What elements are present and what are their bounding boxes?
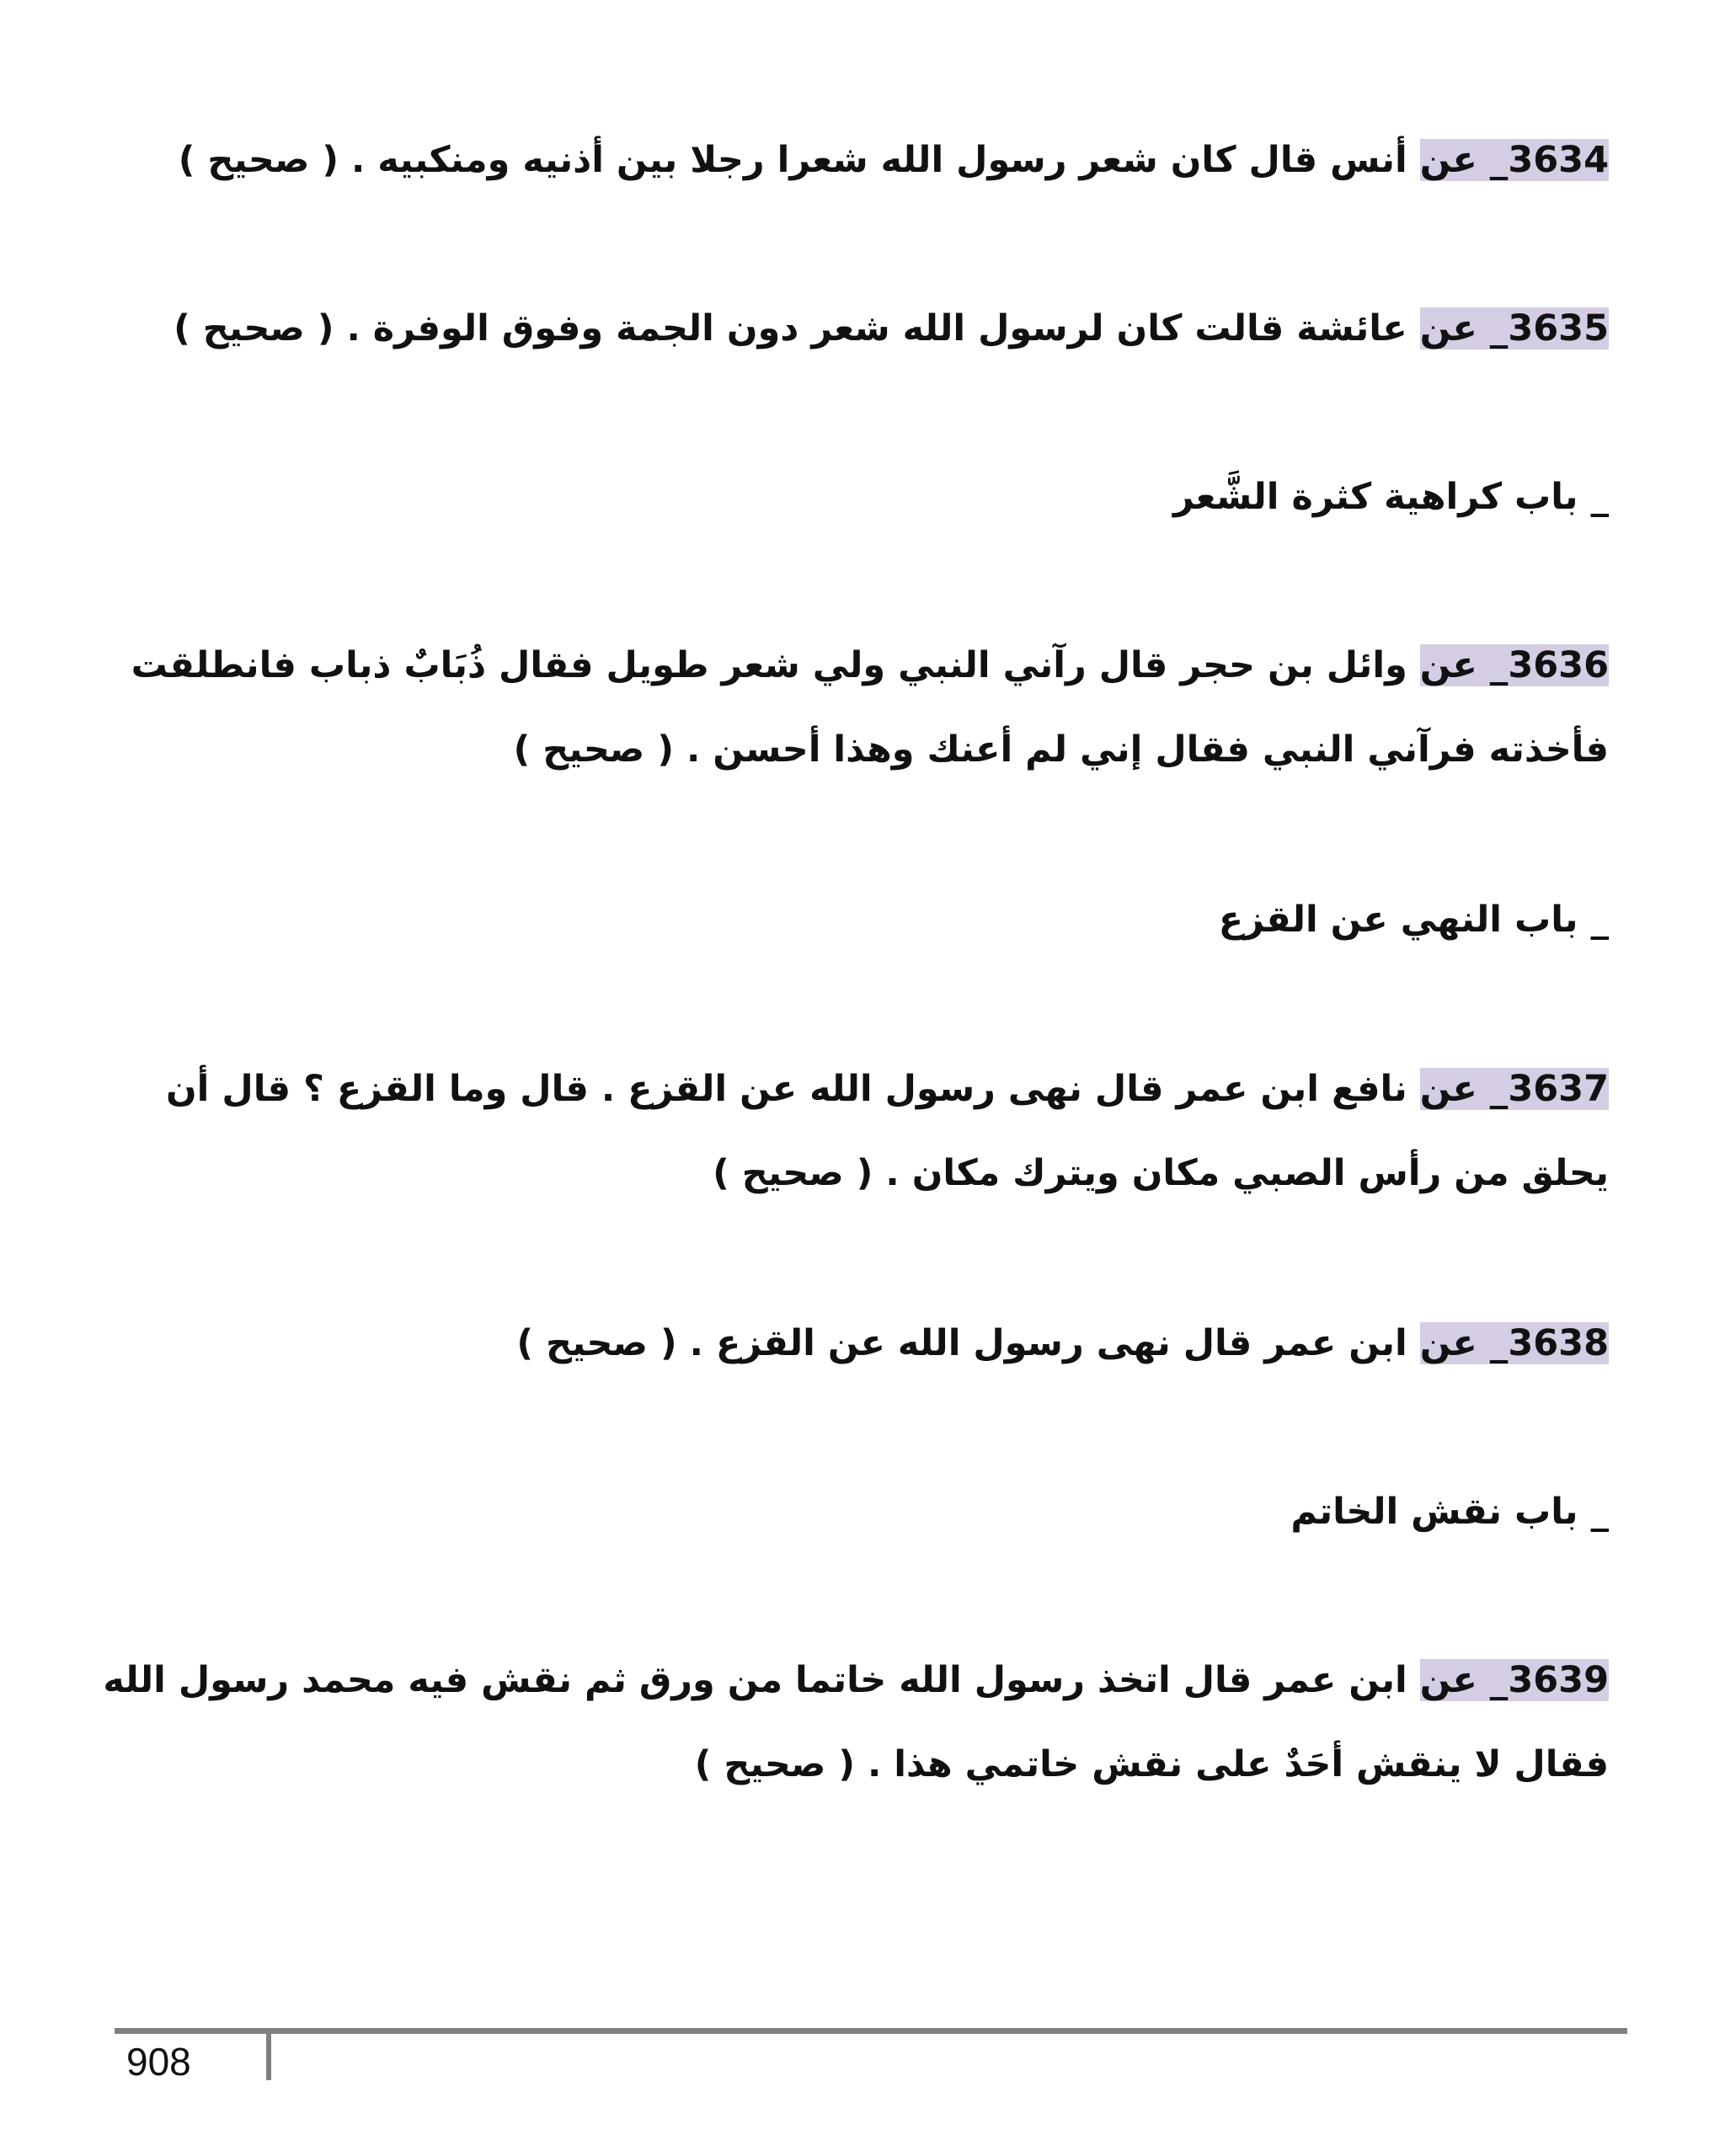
hadith-number-label: 3635_ عن xyxy=(1419,307,1609,350)
footer-divider xyxy=(266,2028,271,2080)
hadith-text: وائل بن حجر قال رآني النبي ولي شعر طويل فقال ذُبَابٌ ذباب فانطلقت فأخذته فرآني النبي فقال إني لم أعنك وهذا أحسن . ( صحيح ) xyxy=(131,644,1609,771)
hadith-entry-3636 xyxy=(101,623,1609,792)
hadith-text: عائشة قالت كان لرسول الله شعر دون الجمة وفوق الوفرة . ( صحيح ) xyxy=(174,307,1420,350)
hadith-entry-3638 xyxy=(101,1301,1609,1385)
hadith-number-label: 3634_ عن xyxy=(1419,139,1609,181)
hadith-text: أنس قال كان شعر رسول الله شعرا رجلا بين أذنيه ومنكبيه . ( صحيح ) xyxy=(178,139,1420,181)
chapter-heading: _ باب النهي عن القزع xyxy=(1218,899,1609,941)
hadith-number-label: 3638_ عن xyxy=(1419,1322,1609,1364)
hadith-entry-3639 xyxy=(101,1638,1609,1806)
chapter-heading: _ باب نقش الخاتم xyxy=(1290,1491,1609,1533)
hadith-text: ابن عمر قال نهى رسول الله عن القزع . ( صحيح ) xyxy=(516,1322,1420,1364)
page-number: 908 xyxy=(126,2040,191,2084)
chapter-heading: _ باب كراهية كثرة الشَّعر xyxy=(1172,476,1609,518)
hadith-entry-3635 xyxy=(101,286,1609,371)
hadith-number-label: 3637_ عن xyxy=(1419,1068,1609,1110)
hadith-text: ابن عمر قال اتخذ رسول الله خاتما من ورق ثم نقش فيه محمد رسول الله فقال لا ينقش أحَدٌ على نقش خاتمي هذا . ( صحيح ) xyxy=(103,1659,1609,1785)
hadith-text: نافع ابن عمر قال نهى رسول الله عن القزع . قال وما القزع ؟ قال أن يحلق من رأس الصبي مكان ويترك مكان . ( صحيح ) xyxy=(165,1068,1609,1194)
footer-rule xyxy=(115,2028,1627,2034)
hadith-number-label: 3639_ عن xyxy=(1419,1659,1609,1701)
hadith-number-label: 3636_ عن xyxy=(1419,644,1609,686)
hadith-entry-3637 xyxy=(101,1047,1609,1215)
hadith-entry-3634 xyxy=(101,118,1609,202)
